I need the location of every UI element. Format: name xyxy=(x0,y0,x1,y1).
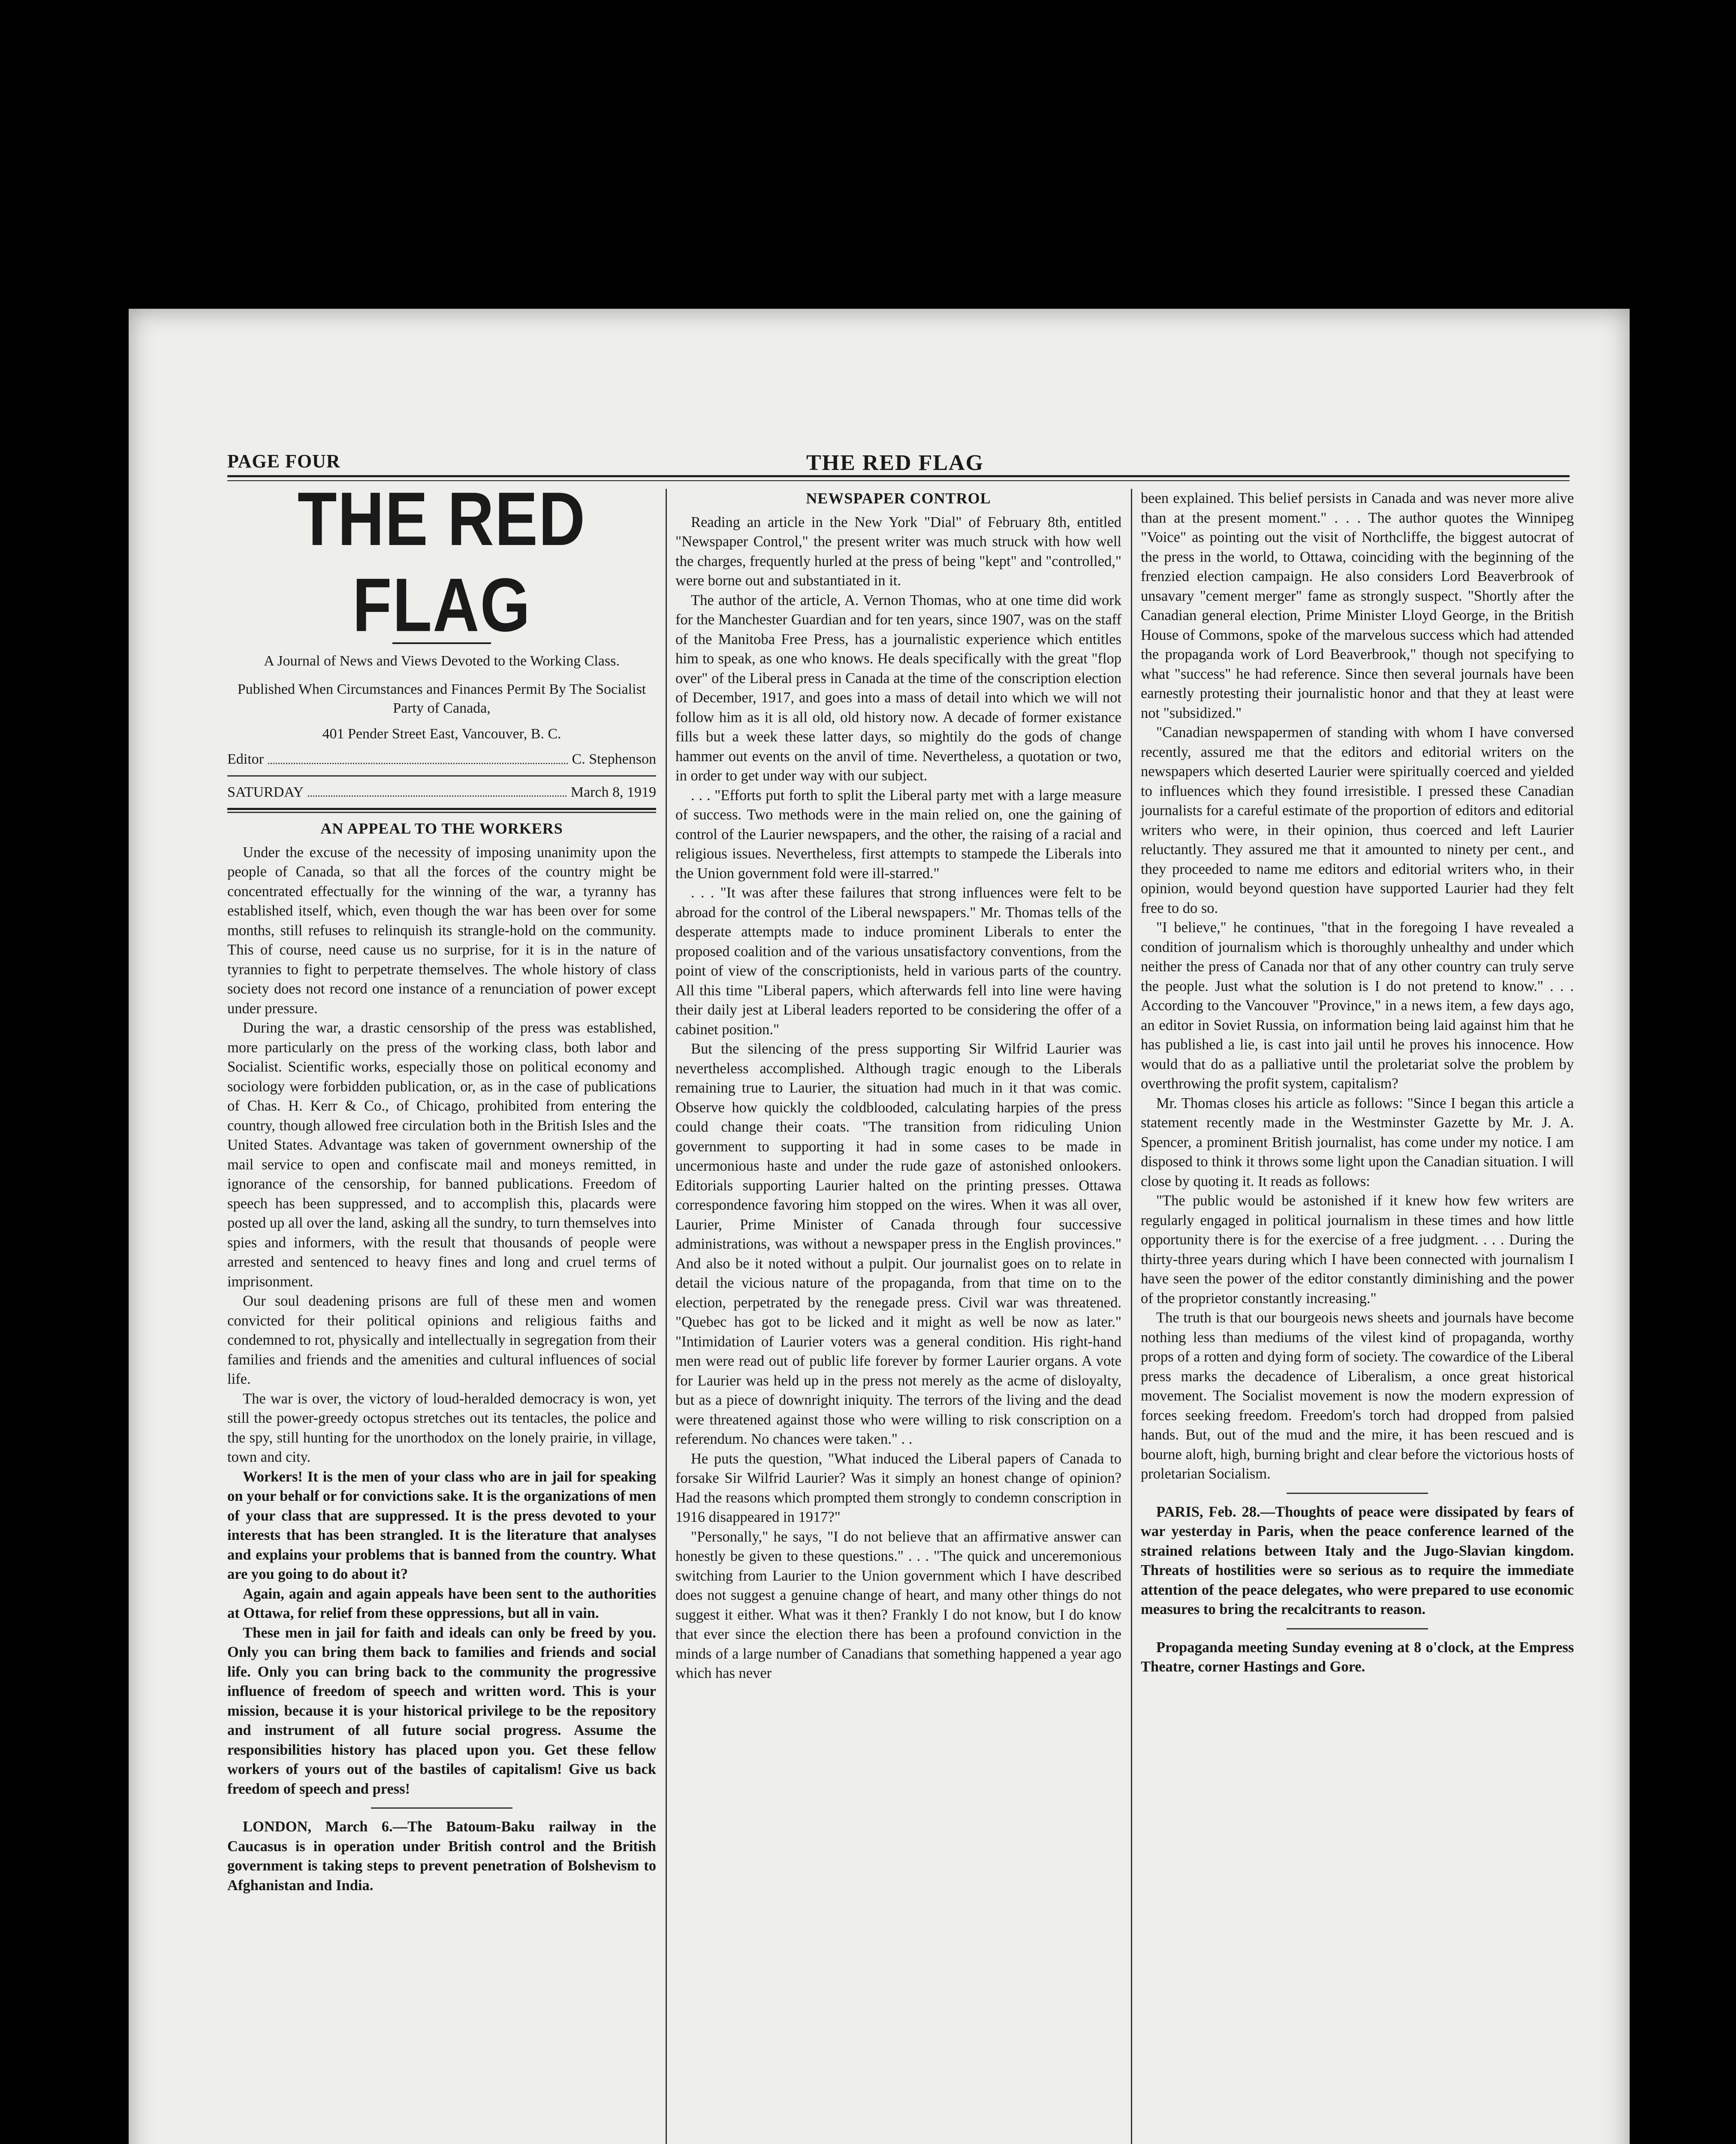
editor-line xyxy=(227,750,656,769)
page-number: PAGE FOUR xyxy=(227,451,341,472)
article-paragraph: "Personally," he says, "I do not believe that an affirmative answer can honestly be given to these questions." . . . "The quick and unceremonious switching from Laurier to the Union government which I have described does not suggest a genuine change of heart, and many other things do not suggest it either. What was it then? Frankly I do not know, but I do know that ever since the election there has been a profound conviction in the minds of a large number of Canadians that something happened a year ago which has never xyxy=(675,1528,1121,1681)
article-paragraph: been explained. This belief persists in Canada and was never more alive than at the present moment." . . . The author quotes the Winnipeg "Voice" as pointing out the visit of Northcliffe, the biggest autocrat of the press in the world, to Ottawa, coinciding with the beginning of the frenzied election campaign. He also considers Lord Beaverbrook of unsavary "cement merger" fame as strongly suspect. "Shortly after the Canadian general election, Prime Minister Lloyd George, in the British House of Commons, spoke of the marvelous success which had attended the propaganda work of Lord Beaverbrook," though not specifying to what "success" he had reference. Since then several journals have been earnestly protesting their journalistic honor and that they at least were not "subsidized." xyxy=(1141,490,1574,721)
issue-date: March 8, 1919 xyxy=(570,784,656,800)
article-paragraph: "Canadian newspapermen of standing with whom I have conversed recently, assured me that the editors and editorial writers on the newspapers which deserted Laurier were spiritually coerced and yielded to influences which they found irresistible. I pressed these Canadian journalists for a careful estimate of the proportion of editors and editorial writers who were, in their opinion, thus coerced and left Laurier reluctantly. They assured me that it amounted to ninety per cent., and they proceeded to name me editors and editorial writers who, in their opinion, would beyond question have supported Laurier had they felt free to do so. xyxy=(1141,724,1574,916)
editor-name: C. Stephenson xyxy=(572,751,656,767)
issue-day: SATURDAY xyxy=(227,784,304,800)
date-line xyxy=(227,783,656,802)
article-paragraph: The author of the article, A. Vernon Thomas, who at one time did work for the Manchester Guardian and for ten years, since 1907, was on the staff of the Manitoba Free Press, has a journalistic experience which entitles him to speak, as one who knows. He deals specifically with the great "flop over" of the Liberal press in Canada at the time of the conscription election of December, 1917, and goes into a mass of detail into which we will not follow him as it is all old, old history now. A decade of former existance fills but a week these latter days, so mightily do the gods of change hammer out events on the anvil of time. Nevertheless, a quotation or two, in order to get under way with our subject. xyxy=(675,592,1121,784)
date-divider-thin xyxy=(227,812,656,813)
appeal-paragraph: Under the excuse of the necessity of imposing unanimity upon the people of Canada, so that all the forces of the country might be concentrated effectually for the winning of the war, a tyranny has established itself, which, even though the war has been over for some months, still refuses to relinquish its strangle-hold on the community. This of course, need cause us no surprise, for it is in the nature of tyrannies to fight to perpetrate themselves. The whole history of class society does not record one instance of a renunciation of power except under pressure. xyxy=(227,844,656,1017)
dot-leader xyxy=(308,783,567,797)
newspaper-page xyxy=(129,309,1630,2144)
article-paragraph: The truth is that our bourgeois news sheets and journals have become nothing less than mediums of the vilest kind of propaganda, worthy props of a rotten and dying form of society. The cowardice of the Liberal press marks the decadence of Liberalism, a once great historical movement. The Socialist movement is now the modern expression of forces seeking freedom. Freedom's torch had dropped from palsied hands. But, out of the mud and the mire, it has been rescued and is bourne aloft, high, burning bright and clear before the victorious hosts of proletarian Socialism. xyxy=(1141,1310,1574,1482)
running-title: THE RED FLAG xyxy=(806,451,984,475)
appeal-paragraph: Again, again and again appeals have been sent to the authorities at Ottawa, for relief from these oppressions, but all in vain. xyxy=(227,1585,656,1621)
masthead-published: Published When Circumstances and Finances Permit By The Socialist Party of Canada, xyxy=(237,681,646,716)
masthead-divider xyxy=(227,775,656,777)
dot-leader xyxy=(268,750,568,764)
column-2 xyxy=(675,489,1121,1683)
article-paragraph: . . . "It was after these failures that strong influences were felt to be abroad for the control of the Liberal newspapers." Mr. Thomas tells of the desperate attempts made to induce prominent Liberals to enter the proposed coalition and of the various unsatisfactory conventions, from the point of view of the conscriptionists, held in various parts of the country. All this time "Liberal papers, which afterwards fell into line were having their daily jest at Liberal leaders reported to be considering the offer of a cabinet position." xyxy=(675,885,1121,1038)
newspaper-control-heading: NEWSPAPER CONTROL xyxy=(806,490,991,507)
appeal-paragraph: These men in jail for faith and ideals can only be freed by you. Only you can bring them back to families and friends and social life. Only you can bring back to the community the progressive influence of freedom of speech and written word. This is your mission, because it is your historical privilege to be the repository and instrument of all future social progress. Assume the responsibilities history has placed upon you. Get these fellow workers of yours out of the bastiles of capitalism! Give us back freedom of speech and press! xyxy=(227,1624,656,1797)
column-1 xyxy=(227,476,656,1895)
article-paragraph: Mr. Thomas closes his article as follows: "Since I began this article a statement recently made in the Westminster Gazette by Mr. J. A. Spencer, a prominent British journalist, has come under my notice. I am disposed to think it throws some light upon the Canadian situation. I will close by quoting it. It reads as follows: xyxy=(1141,1095,1574,1189)
article-paragraph: But the silencing of the press supporting Sir Wilfrid Laurier was nevertheless accomplished. Although tragic enough to the Liberals remaining true to Laurier, the situation had much in it that was comic. Observe how quickly the coldblooded, calculating harpies of the press could change their coats. "The transition from ridiculing Union government to supporting it had in some cases to be made in uncermonious haste and under the rude gaze of astonished onlookers. Editorials supporting Laurier halted on the printing presses. Ottawa correspondence favoring him stopped on the wires. When it was all over, Laurier, Prime Minister of Canada through four successive administrations, was without a newspaper press in the English provinces." And also be it noted without a pulpit. Our journalist goes on to relate in detail the vicious nature of the propaganda, from that time on to the election, perpetrated by the renegade press. Civil war was threatened. "Quebec has got to be licked and it might as well be now as later." "Intimidation of Laurier voters was a general condition. His right-hand men were read out of public life forever by former Laurier organs. A vote for Laurier was held up in the press not merely as the acme of disloyalty, but as a piece of downright iniquity. The terrors of the living and the dead were threatened against those who were willing to risk conscription on a referendum. No chances were taken." . . xyxy=(675,1041,1121,1447)
section-divider xyxy=(1287,1628,1428,1629)
column-3 xyxy=(1141,489,1574,1677)
paris-notice: PARIS, Feb. 28.—Thoughts of peace were dissipated by fears of war yesterday in Paris, when the peace conference learned of the strained relations between Italy and the Jugo-Slavian kingdom. Threats of hostilities were so serious as to require the immediate attention of the peace delegates, who were prepared to use economic measures to bring the recalcitrants to reason. xyxy=(1141,1503,1574,1617)
london-notice: LONDON, March 6.—The Batoum-Baku railway in the Caucasus is in operation under British control and the British government is taking steps to prevent penetration of Bolshevism to Afghanistan and India. xyxy=(227,1819,656,1894)
date-divider xyxy=(227,808,656,810)
article-paragraph: "The public would be astonished if it knew how few writers are regularly engaged in political journalism in these times and how little opportunity there is for the exercise of a free judgment. . . . During the thirty-three years during which I have been connected with journalism I have seen the power of the editor constantly diminishing and the power of the proprietor constantly increasing." xyxy=(1141,1192,1574,1307)
appeal-paragraph: The war is over, the victory of loud-heralded democracy is won, yet still the power-greedy octopus stretches out its tentacles, the police and the spy, still hunting for the unorthodox on the lonely prairie, in village, town and city. xyxy=(227,1390,656,1465)
appeal-heading: AN APPEAL TO THE WORKERS xyxy=(320,820,563,837)
appeal-paragraph: Our soul deadening prisons are full of these men and women convicted for their political opinions and religious faiths and condemned to rot, physically and intellectually in segregation from their families and friends and the amenities and cultural influences of social life. xyxy=(227,1293,656,1387)
section-divider xyxy=(1287,1493,1428,1494)
article-paragraph: "I believe," he continues, "that in the foregoing I have revealed a condition of journalism which is thoroughly unhealthy and under which neither the press of Canada nor that of any other country can truly serve the people. Just what the solution is I do not pretend to know." . . . According to the Vancouver "Province," in a news item, a few days ago, an editor in Soviet Russia, on information being laid against him that he has published a lie, is cast into jail until he proves his innocence. How would that do as a palliative until the proletariat solve the problem by overthrowing the profit system, capitalism? xyxy=(1141,919,1574,1092)
masthead-subtitle: A Journal of News and Views Devoted to the Working Class. xyxy=(264,653,620,669)
appeal-paragraph: Workers! It is the men of your class who are in jail for speaking on your behalf or for convictions sake. It is the organizations of men of your class that are suppressed. It is the press devoted to your interests that has been strangled. It is the literature that analyses and explains your problems that is banned from the country. What are you going to do about it? xyxy=(227,1468,656,1582)
article-paragraph: Reading an article in the New York "Dial" of February 8th, entitled "Newspaper Control," the present writer was much struck with how well the charges, frequently hurled at the press of being "kept" and "controlled," were borne out and substantiated in it. xyxy=(675,514,1121,589)
masthead-address: 401 Pender Street East, Vancouver, B. C. xyxy=(322,726,561,742)
propaganda-notice: Propaganda meeting Sunday evening at 8 o'clock, at the Empress Theatre, corner Hastings and Gore. xyxy=(1141,1639,1574,1675)
article-paragraph: . . . "Efforts put forth to split the Liberal party met with a large measure of success. Two methods were in the main relied on, one the gaining of control of the Laurier newspapers, and the other, the raising of a racial and religious issues. Nevertheless, first attempts to stampede the Liberals into the Union government fold were ill-starred." xyxy=(675,787,1121,882)
article-paragraph: He puts the question, "What induced the Liberal papers of Canada to forsake Sir Wilfrid Laurier? Was it simply an honest change of opinion? Had the reasons which prompted them strongly to condemn conscription in 1916 disappeared in 1917?" xyxy=(675,1450,1121,1525)
running-header xyxy=(227,450,1570,476)
editor-label: Editor xyxy=(227,751,264,767)
section-divider xyxy=(371,1807,512,1809)
column-divider-1 xyxy=(666,489,667,2144)
masthead-title: THE RED FLAG xyxy=(297,476,586,647)
column-divider-2 xyxy=(1131,489,1132,2144)
appeal-paragraph: During the war, a drastic censorship of the press was established, more particularly on the press of the working class, both labor and Socialist. Scientific works, especially those on political economy and sociology were forbidden publication, or, as in the case of publications of Chas. H. Kerr & Co., of Chicago, prohibited from entering the country, though allowed free circulation both in the British Isles and the United States. Advantage was taken of government ownership of the mail service to open and confiscate mail and moneys remitted, in ignorance of the censorship, for banned publications. Freedom of speech has been suppressed, and to accomplish this, placards were posted up all over the land, asking all the sundry, to turn themselves into spies and informers, with the result that thousands of people were arrested and sentenced to heavy fines and long and cruel terms of imprisonment. xyxy=(227,1020,656,1290)
